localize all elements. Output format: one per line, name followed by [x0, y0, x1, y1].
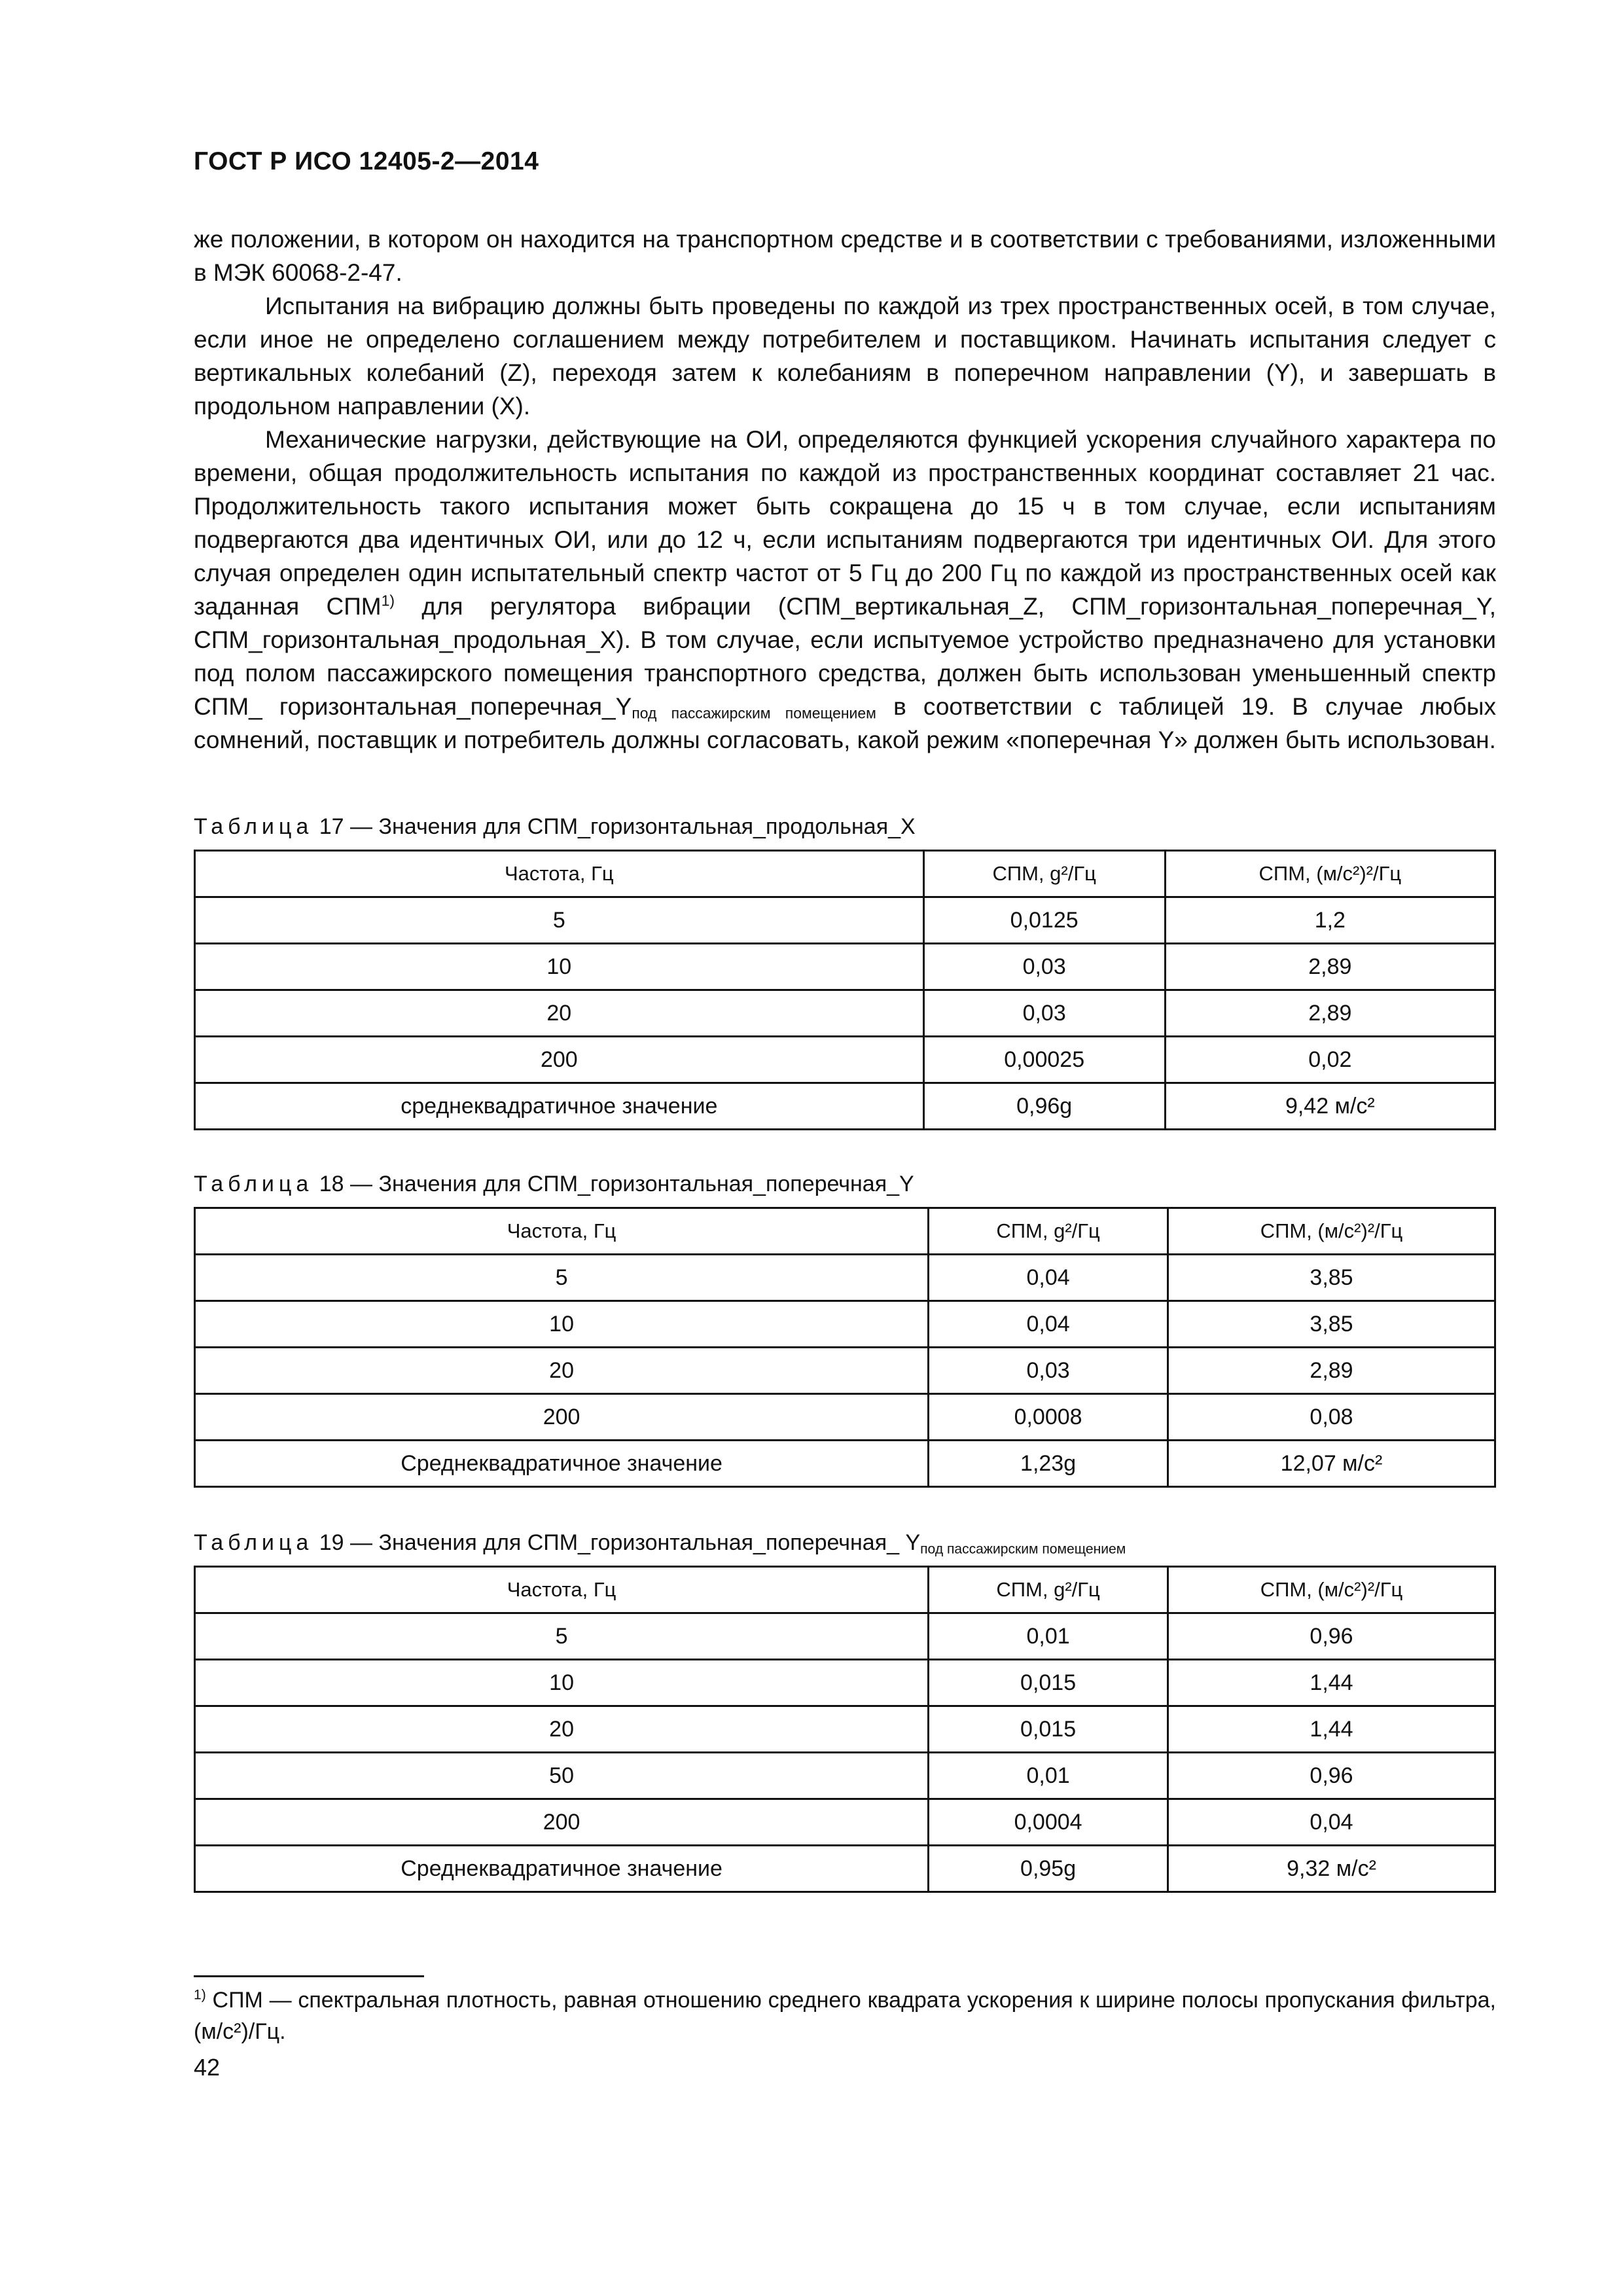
table-row	[195, 1255, 1495, 1301]
table-cell: 3,85	[1168, 1255, 1495, 1301]
table-caption-text: 18 — Значения для СПМ_горизонтальная_поперечная_Y	[313, 1172, 914, 1196]
table-label: Таблица	[194, 1530, 313, 1555]
table-18	[194, 1207, 1496, 1488]
table-cell: 2,89	[1165, 944, 1495, 990]
table-cell: 0,015	[929, 1706, 1168, 1753]
table-cell: 0,96	[1168, 1613, 1495, 1660]
header-cell: СПМ, (м/с²)²/Гц	[1165, 851, 1495, 897]
table-row	[195, 1441, 1495, 1487]
header-cell: СПМ, g²/Гц	[929, 1208, 1168, 1255]
table-cell: 0,04	[929, 1301, 1168, 1348]
table-row	[195, 1846, 1495, 1892]
table-cell: 0,0004	[929, 1799, 1168, 1846]
table-caption-text: 17 — Значения для СПМ_горизонтальная_продольная_X	[313, 814, 916, 839]
table-cell: 0,03	[923, 990, 1165, 1037]
header-cell: СПМ, g²/Гц	[923, 851, 1165, 897]
table-cell: 0,01	[929, 1753, 1168, 1799]
document-header: ГОСТ Р ИСО 12405-2—2014	[194, 147, 539, 175]
table-cell: Среднеквадратичное значение	[195, 1441, 929, 1487]
table-cell: 5	[195, 1613, 929, 1660]
table-row	[195, 1613, 1495, 1660]
table-row	[195, 1037, 1495, 1083]
footnote	[194, 1984, 1496, 2047]
table-cell: Среднеквадратичное значение	[195, 1846, 929, 1892]
table-cell: 2,89	[1168, 1348, 1495, 1394]
table-cell: 10	[195, 1301, 929, 1348]
table-cell: 200	[195, 1799, 929, 1846]
table-cell: 1,23g	[929, 1441, 1168, 1487]
table-cell: 0,08	[1168, 1394, 1495, 1441]
footnote-text: СПМ — спектральная плотность, равная отношению среднего квадрата ускорения к ширине полосы пропускания фильтра, (м/с²)/Гц.	[194, 1988, 1496, 2044]
table-cell: 3,85	[1168, 1301, 1495, 1348]
table-label: Таблица	[194, 814, 313, 839]
table-cell: 0,02	[1165, 1037, 1495, 1083]
table-row	[195, 990, 1495, 1037]
table-cell: 9,32 м/с²	[1168, 1846, 1495, 1892]
table-row	[195, 944, 1495, 990]
table-header-row	[195, 1208, 1495, 1255]
table-row	[195, 1706, 1495, 1753]
table-cell: 5	[195, 1255, 929, 1301]
table-cell: 2,89	[1165, 990, 1495, 1037]
paragraph-3-part-a: Механические нагрузки, действующие на ОИ, определяются функцией ускорения случайного характера по времени, общая продолжительность испытания по каждой из пространственных координат составляет 21 час. Продолжительность такого испытания может быть сокращена до 15 ч в том случае, если испытаниям подвергаются два идентичных ОИ, или до 12 ч, если испытаниям подвергаются три идентичных ОИ. Для этого случая определен один испытательный спектр частот от 5 Гц до 200 Гц по каждой из пространственных осей как заданная СПМ	[194, 426, 1496, 620]
table-cell: 0,0008	[929, 1394, 1168, 1441]
paragraph-2: Испытания на вибрацию должны быть проведены по каждой из трех пространственных осей, в том случае, если иное не определено соглашением между потребителем и поставщиком. Начинать испытания следует с вертикальных колебаний (Z), переходя затем к колебаниям в поперечном направлении (Y), и завершать в продольном направлении (X).	[194, 293, 1496, 420]
table-row	[195, 1348, 1495, 1394]
table-18-caption	[194, 1171, 914, 1197]
table-row	[195, 1660, 1495, 1706]
footnote-divider	[194, 1975, 424, 1977]
table-row	[195, 1301, 1495, 1348]
table-row	[195, 1753, 1495, 1799]
table-header-row	[195, 1567, 1495, 1613]
footnote-mark: 1)	[194, 1987, 206, 2003]
header-cell: Частота, Гц	[195, 1567, 929, 1613]
paragraph-3-part-c: в соответствии с таблицей 19. В случае любых сомнений, поставщик и потребитель должны согласовать, какой режим «поперечная Y» должен быть использован.	[194, 693, 1496, 753]
table-cell: 0,95g	[929, 1846, 1168, 1892]
table-cell: среднеквадратичное значение	[195, 1083, 924, 1130]
footnote-ref[interactable]: 1)	[381, 592, 395, 609]
table-cell: 0,04	[929, 1255, 1168, 1301]
header-cell: Частота, Гц	[195, 1208, 929, 1255]
table-cell: 0,00025	[923, 1037, 1165, 1083]
table-cell: 0,04	[1168, 1799, 1495, 1846]
table-17-caption	[194, 814, 916, 840]
table-row	[195, 1394, 1495, 1441]
table-cell: 50	[195, 1753, 929, 1799]
table-label: Таблица	[194, 1172, 313, 1196]
table-cell: 1,44	[1168, 1706, 1495, 1753]
table-cell: 10	[195, 1660, 929, 1706]
table-19-caption	[194, 1530, 1126, 1556]
table-cell: 0,015	[929, 1660, 1168, 1706]
table-row	[195, 897, 1495, 944]
paragraph-3-part-b: для регулятора вибрации (СПМ_вертикальная_Z, СПМ_горизонтальная_поперечная_Y, СПМ_горизонтальная_продольная_X). В том случае, если испытуемое устройство предназначено для установки под полом пассажирского помещения транспортного средства, должен быть использован уменьшенный спектр СПМ_ горизонтальная_поперечная_Y	[194, 593, 1497, 720]
page-number: 42	[194, 2054, 221, 2081]
header-cell: СПМ, g²/Гц	[929, 1567, 1168, 1613]
table-cell: 200	[195, 1037, 924, 1083]
table-17	[194, 850, 1496, 1130]
table-cell: 0,03	[923, 944, 1165, 990]
header-cell: Частота, Гц	[195, 851, 924, 897]
table-19	[194, 1566, 1496, 1893]
table-header-row	[195, 851, 1495, 897]
table-caption-subscript: под пассажирским помещением	[920, 1541, 1126, 1557]
table-cell: 1,44	[1168, 1660, 1495, 1706]
header-cell: СПМ, (м/с²)²/Гц	[1168, 1208, 1495, 1255]
table-cell: 12,07 м/с²	[1168, 1441, 1495, 1487]
table-row	[195, 1083, 1495, 1130]
table-cell: 1,2	[1165, 897, 1495, 944]
body-text	[194, 223, 1496, 757]
table-cell: 20	[195, 990, 924, 1037]
table-cell: 20	[195, 1706, 929, 1753]
table-cell: 20	[195, 1348, 929, 1394]
paragraph-3-subscript: под пассажирским помещением	[632, 704, 876, 722]
table-caption-text: 19 — Значения для СПМ_горизонтальная_поперечная_ Y	[313, 1530, 921, 1555]
table-cell: 0,01	[929, 1613, 1168, 1660]
paragraph-1: же положении, в котором он находится на транспортном средстве и в соответствии с требованиями, изложенными в МЭК 60068-2-47.	[194, 226, 1496, 286]
header-cell: СПМ, (м/с²)²/Гц	[1168, 1567, 1495, 1613]
table-row	[195, 1799, 1495, 1846]
table-cell: 0,96g	[923, 1083, 1165, 1130]
table-cell: 0,96	[1168, 1753, 1495, 1799]
table-cell: 10	[195, 944, 924, 990]
table-cell: 0,0125	[923, 897, 1165, 944]
table-cell: 200	[195, 1394, 929, 1441]
table-cell: 0,03	[929, 1348, 1168, 1394]
table-cell: 5	[195, 897, 924, 944]
table-cell: 9,42 м/с²	[1165, 1083, 1495, 1130]
paragraph-3	[194, 423, 1496, 757]
